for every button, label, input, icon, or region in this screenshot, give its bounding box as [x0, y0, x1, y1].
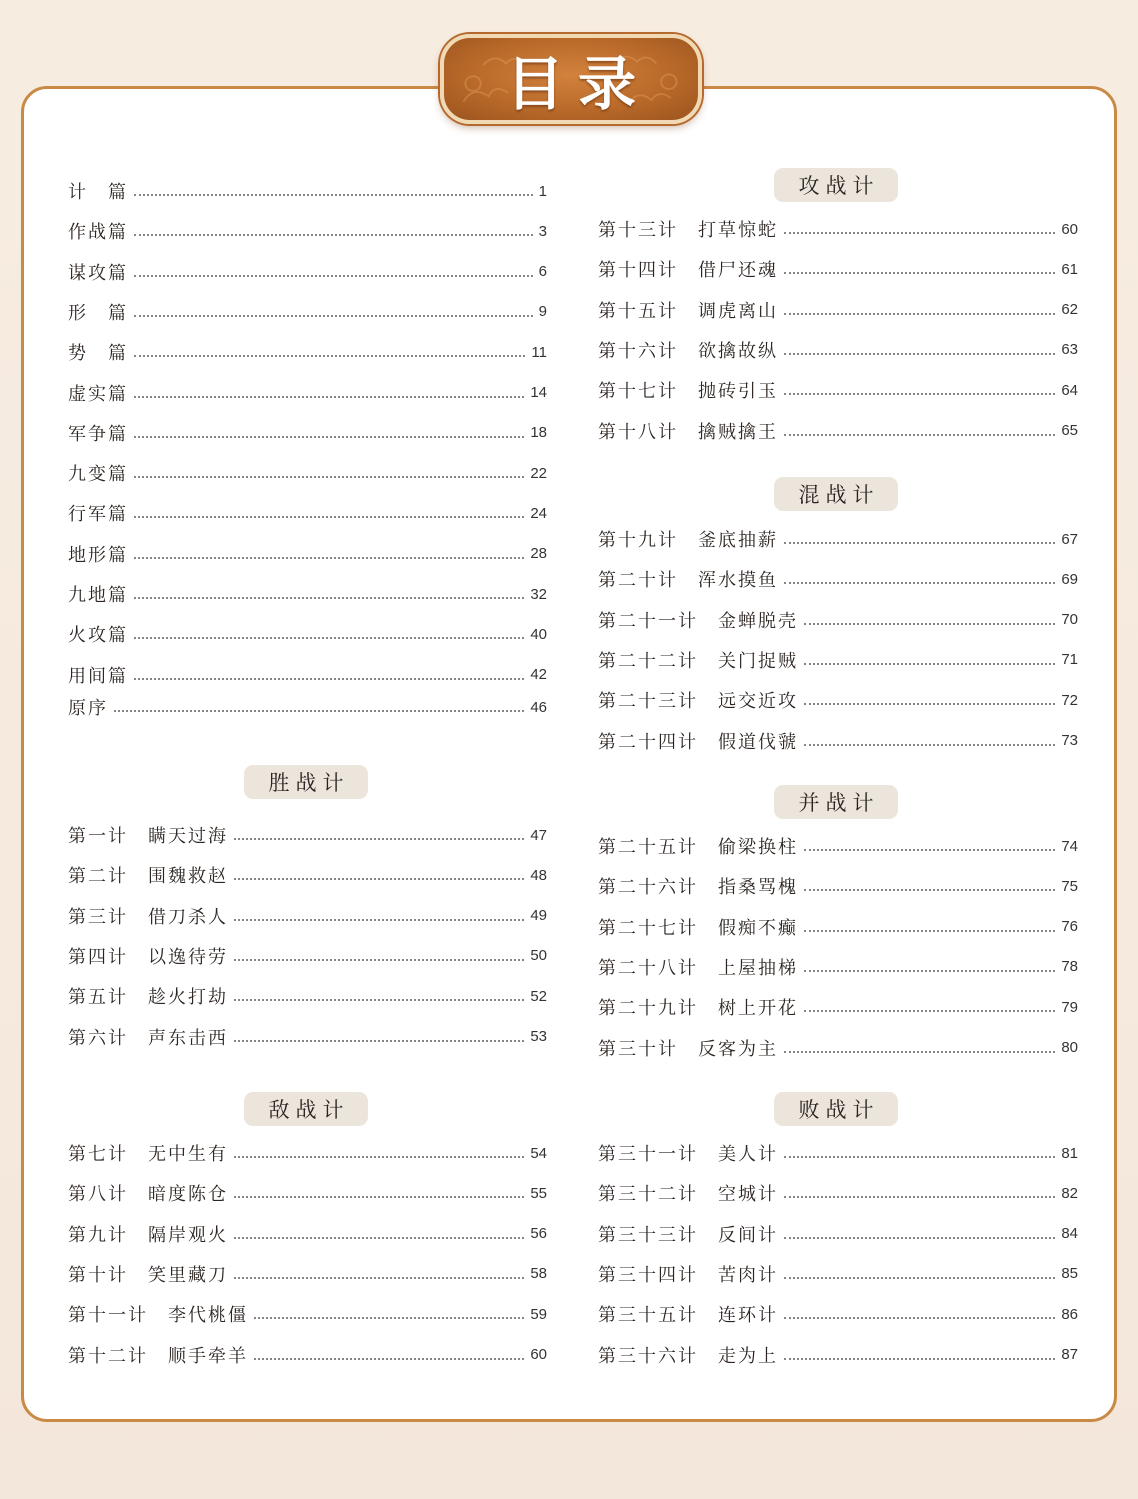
toc-entry[interactable]	[68, 381, 547, 405]
toc-entry[interactable]	[598, 298, 1078, 322]
dot-leader	[134, 637, 524, 639]
dot-leader	[134, 275, 533, 277]
toc-entry-title: 九地篇	[68, 585, 128, 606]
toc-entry-title: 军争篇	[68, 423, 128, 445]
toc-entry-page: 42	[530, 666, 547, 684]
toc-entry-title: 第二十二计 关门捉贼	[598, 650, 798, 672]
toc-entry-title: 第二计 围魏救赵	[68, 866, 228, 888]
section-heading: 并战计	[774, 785, 898, 819]
toc-entry[interactable]	[598, 1181, 1078, 1205]
toc-entry-page: 65	[1061, 422, 1078, 439]
toc-entry-page: 81	[1061, 1144, 1078, 1162]
toc-entry-page: 80	[1061, 1039, 1078, 1056]
dot-leader	[234, 1040, 524, 1042]
dot-leader	[234, 919, 524, 921]
toc-entry[interactable]	[598, 1036, 1078, 1060]
dot-leader	[804, 744, 1055, 746]
dot-leader	[804, 970, 1055, 972]
toc-entry-page: 47	[530, 826, 547, 844]
dot-leader	[784, 1277, 1055, 1279]
page-title: 目录	[505, 50, 650, 118]
toc-entry[interactable]	[68, 1343, 547, 1367]
toc-entry-title: 用间篇	[68, 665, 128, 687]
toc-entry-title: 第三十二计 空城计	[598, 1184, 778, 1206]
toc-entry-page: 56	[530, 1225, 547, 1243]
toc-entry-page: 85	[1061, 1265, 1078, 1283]
dot-leader	[784, 313, 1055, 315]
dot-leader	[804, 889, 1055, 891]
toc-entry-page: 54	[530, 1144, 547, 1162]
dot-leader	[134, 476, 524, 478]
toc-entry-title: 势 篇	[68, 343, 128, 365]
toc-entry[interactable]	[598, 648, 1078, 672]
dot-leader	[254, 1317, 524, 1319]
toc-entry-page: 1	[538, 182, 547, 200]
toc-entry-title: 地形篇	[68, 544, 128, 566]
dot-leader	[134, 396, 524, 398]
toc-entry[interactable]	[68, 695, 547, 719]
dot-leader	[804, 623, 1055, 625]
dot-leader	[254, 1358, 524, 1360]
toc-entry[interactable]	[68, 904, 547, 928]
dot-leader	[114, 710, 524, 712]
toc-entry-title: 第二十六计 指桑骂槐	[598, 877, 798, 899]
toc-entry-page: 70	[1061, 611, 1078, 629]
toc-entry[interactable]	[598, 1343, 1078, 1367]
dot-leader	[134, 597, 524, 599]
toc-entry[interactable]	[598, 729, 1078, 753]
toc-entry-page: 64	[1061, 381, 1078, 399]
dot-leader	[134, 557, 524, 559]
toc-entry-title: 第三十六计 走为上	[598, 1345, 778, 1367]
toc-entry[interactable]	[68, 1181, 547, 1205]
toc-entry-page: 78	[1061, 958, 1078, 976]
toc-entry-page: 84	[1061, 1225, 1078, 1243]
section-heading: 混战计	[774, 477, 898, 511]
dot-leader	[784, 232, 1055, 234]
toc-entry-page: 48	[530, 866, 547, 884]
dot-leader	[784, 353, 1055, 355]
dot-leader	[134, 678, 524, 680]
toc-entry[interactable]	[598, 217, 1078, 241]
toc-entry-title: 第二十四计 假道伐虢	[598, 731, 798, 753]
dot-leader	[784, 1358, 1055, 1360]
toc-entry[interactable]	[598, 915, 1078, 939]
toc-entry[interactable]	[68, 984, 547, 1008]
dot-leader	[234, 1277, 524, 1279]
toc-entry-page: 82	[1061, 1184, 1078, 1202]
toc-entry-page: 24	[530, 504, 547, 522]
dot-leader	[784, 434, 1055, 436]
dot-leader	[134, 436, 524, 438]
toc-entry-page: 60	[1061, 220, 1078, 238]
toc-entry[interactable]	[68, 823, 547, 847]
dot-leader	[234, 1196, 524, 1198]
toc-entry-title: 第二十五计 偷梁换柱	[598, 837, 798, 858]
dot-leader	[784, 1196, 1055, 1198]
toc-entry-page: 58	[530, 1265, 547, 1283]
toc-entry-title: 原序	[68, 698, 108, 719]
toc-entry[interactable]	[598, 257, 1078, 281]
dot-leader	[234, 838, 524, 840]
toc-entry-page: 79	[1061, 998, 1078, 1016]
dot-leader	[784, 582, 1055, 584]
toc-entry[interactable]	[598, 995, 1078, 1019]
toc-entry-title: 虚实篇	[68, 383, 128, 405]
toc-entry[interactable]	[598, 608, 1078, 632]
toc-entry-title: 第二十九计 树上开花	[598, 998, 798, 1020]
toc-entry-title: 第十一计 李代桃僵	[68, 1305, 248, 1327]
toc-entry-title: 第七计 无中生有	[68, 1144, 228, 1165]
toc-entry-page: 62	[1061, 301, 1078, 319]
toc-entry-title: 第十四计 借尸还魂	[598, 260, 778, 282]
toc-entry-page: 55	[530, 1184, 547, 1202]
dot-leader	[134, 194, 533, 196]
toc-entry-page: 74	[1061, 837, 1078, 855]
toc-entry[interactable]	[598, 419, 1078, 443]
dot-leader	[134, 355, 525, 357]
toc-entry[interactable]	[598, 834, 1078, 858]
section-heading: 胜战计	[244, 765, 368, 799]
toc-entry-page: 72	[1061, 691, 1078, 709]
toc-entry-page: 61	[1061, 260, 1078, 278]
toc-entry-title: 第二十七计 假痴不癫	[598, 917, 798, 939]
toc-entry[interactable]	[68, 260, 547, 284]
toc-entry[interactable]	[68, 1141, 547, 1165]
toc-entry-title: 第十九计 釜底抽薪	[598, 530, 778, 551]
toc-entry-page: 11	[531, 343, 547, 361]
toc-entry-page: 75	[1061, 877, 1078, 895]
dot-leader	[784, 542, 1055, 544]
toc-entry[interactable]	[598, 688, 1078, 712]
toc-entry-page: 46	[530, 698, 547, 716]
dot-leader	[804, 930, 1055, 932]
toc-entry-page: 87	[1061, 1346, 1078, 1363]
toc-entry-title: 作战篇	[68, 222, 128, 244]
toc-entry-page: 22	[530, 464, 547, 482]
toc-entry-title: 第十二计 顺手牵羊	[68, 1345, 248, 1367]
toc-entry-title: 第四计 以逸待劳	[68, 946, 228, 968]
toc-entry-page: 28	[530, 545, 547, 563]
toc-entry[interactable]	[68, 300, 547, 324]
toc-entry-title: 第十八计 擒贼擒王	[598, 421, 778, 443]
toc-entry-title: 形 篇	[68, 302, 128, 324]
toc-entry[interactable]	[598, 1222, 1078, 1246]
toc-entry-page: 63	[1061, 341, 1078, 359]
toc-entry[interactable]	[598, 874, 1078, 898]
toc-entry-title: 九变篇	[68, 464, 128, 486]
toc-entry-page: 86	[1061, 1305, 1078, 1323]
toc-entry-title: 第六计 声东击西	[68, 1027, 228, 1049]
toc-entry[interactable]	[68, 179, 547, 203]
toc-entry-title: 第十三计 打草惊蛇	[598, 220, 778, 241]
toc-entry-page: 69	[1061, 570, 1078, 588]
toc-entry-title: 第二十计 浑水摸鱼	[598, 570, 778, 592]
toc-entry-page: 59	[530, 1305, 547, 1323]
toc-entry-title: 第二十八计 上屋抽梯	[598, 957, 798, 979]
toc-entry-title: 第五计 趁火打劫	[68, 987, 228, 1009]
dot-leader	[234, 1156, 524, 1158]
dot-leader	[134, 234, 533, 236]
toc-entry[interactable]	[68, 1025, 547, 1049]
dot-leader	[804, 703, 1055, 705]
dot-leader	[784, 1237, 1055, 1239]
toc-entry-title: 第二十三计 远交近攻	[598, 691, 798, 713]
dot-leader	[234, 959, 524, 961]
dot-leader	[804, 849, 1055, 851]
dot-leader	[134, 315, 533, 317]
toc-entry[interactable]	[68, 1262, 547, 1286]
toc-entry-title: 火攻篇	[68, 625, 128, 647]
toc-entry-page: 52	[530, 987, 547, 1005]
toc-entry-title: 第三十四计 苦肉计	[598, 1264, 778, 1286]
toc-entry-page: 18	[530, 424, 547, 442]
toc-entry[interactable]	[598, 1302, 1078, 1326]
toc-entry[interactable]	[68, 461, 547, 485]
dot-leader	[784, 1051, 1055, 1053]
toc-entry-title: 行军篇	[68, 504, 128, 526]
toc-entry[interactable]	[68, 663, 547, 687]
toc-entry-title: 计 篇	[68, 182, 128, 203]
toc-entry-title: 第八计 暗度陈仓	[68, 1184, 228, 1206]
toc-entry[interactable]	[68, 421, 547, 445]
toc-entry-page: 60	[530, 1346, 547, 1363]
section-heading: 敌战计	[244, 1092, 368, 1126]
toc-entry-page: 40	[530, 625, 547, 643]
toc-entry[interactable]	[68, 582, 547, 606]
toc-entry-page: 67	[1061, 530, 1078, 548]
dot-leader	[234, 999, 524, 1001]
dot-leader	[234, 1237, 524, 1239]
toc-entry-title: 第十计 笑里藏刀	[68, 1264, 228, 1286]
toc-entry-title: 第二十一计 金蝉脱壳	[598, 610, 798, 632]
toc-entry-page: 71	[1061, 651, 1078, 669]
toc-entry[interactable]	[68, 944, 547, 968]
dot-leader	[784, 1317, 1055, 1319]
toc-entry[interactable]	[68, 1302, 547, 1326]
dot-leader	[784, 272, 1055, 274]
toc-entry[interactable]	[598, 1141, 1078, 1165]
toc-entry-title: 第十五计 调虎离山	[598, 300, 778, 322]
toc-entry[interactable]	[68, 863, 547, 887]
title-plaque	[440, 34, 702, 124]
toc-entry-page: 49	[530, 907, 547, 925]
toc-entry-title: 第十六计 欲擒故纵	[598, 340, 778, 362]
dot-leader	[784, 393, 1055, 395]
toc-entry-page: 32	[530, 585, 547, 603]
toc-entry-title: 第三十五计 连环计	[598, 1305, 778, 1327]
toc-entry[interactable]	[68, 501, 547, 525]
toc-entry-page: 73	[1061, 732, 1078, 749]
toc-entry[interactable]	[68, 542, 547, 566]
toc-entry-page: 50	[530, 947, 547, 965]
toc-entry-title: 第九计 隔岸观火	[68, 1224, 228, 1246]
toc-entry-page: 76	[1061, 918, 1078, 936]
section-heading: 攻战计	[774, 168, 898, 202]
section-heading: 败战计	[774, 1092, 898, 1126]
dot-leader	[804, 1010, 1055, 1012]
toc-entry[interactable]	[68, 1222, 547, 1246]
toc-entry-title: 第三十计 反客为主	[598, 1038, 778, 1060]
dot-leader	[234, 878, 524, 880]
dot-leader	[784, 1156, 1055, 1158]
toc-entry-page: 6	[538, 263, 547, 281]
toc-entry-page: 53	[530, 1028, 547, 1045]
toc-entry-title: 谋攻篇	[68, 262, 128, 284]
toc-entry[interactable]	[598, 1262, 1078, 1286]
toc-entry[interactable]	[68, 622, 547, 646]
toc-entry[interactable]	[598, 338, 1078, 362]
toc-entry[interactable]	[598, 378, 1078, 402]
toc-entry-page: 14	[530, 384, 547, 401]
toc-entry[interactable]	[598, 955, 1078, 979]
toc-entry-title: 第三十三计 反间计	[598, 1224, 778, 1246]
toc-entry[interactable]	[598, 567, 1078, 591]
toc-entry-title: 第一计 瞒天过海	[68, 826, 228, 847]
toc-entry[interactable]	[68, 340, 547, 364]
toc-entry-title: 第三计 借刀杀人	[68, 906, 228, 928]
dot-leader	[804, 663, 1055, 665]
toc-entry-page: 9	[538, 303, 547, 321]
toc-entry-page: 3	[538, 222, 547, 240]
toc-entry-title: 第三十一计 美人计	[598, 1144, 778, 1165]
toc-entry[interactable]	[598, 527, 1078, 551]
dot-leader	[134, 516, 524, 518]
toc-entry[interactable]	[68, 219, 547, 243]
toc-entry-title: 第十七计 抛砖引玉	[598, 381, 778, 403]
